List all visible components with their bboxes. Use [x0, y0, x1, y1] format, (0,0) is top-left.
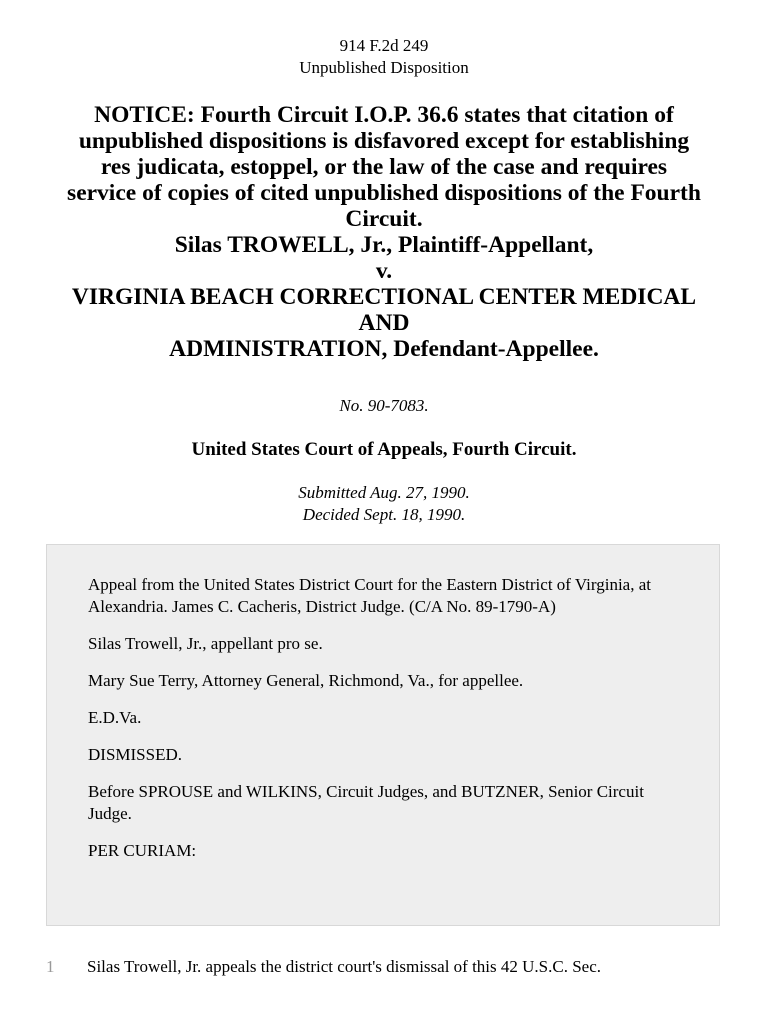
panel-judges: Before SPROUSE and WILKINS, Circuit Judges, and BUTZNER, Senior Circuit Judge. [88, 782, 644, 823]
notice-line: service of copies of cited unpublished dispositions of the Fourth [67, 180, 701, 206]
submitted-date: Submitted Aug. 27, 1990. [298, 483, 470, 502]
versus: v. [375, 258, 393, 284]
appeal-from: Appeal from the United States District Court for the Eastern District of Virginia, at Alexandria. James C. Cacheris, District Judge. (C/A No. 89-1790-A) [88, 575, 652, 616]
defendant-line: ADMINISTRATION, Defendant-Appellee. [169, 336, 599, 362]
docket-number: No. 90-7083. [339, 396, 429, 415]
reporter-citation: 914 F.2d 249 [339, 36, 429, 55]
notice-line: res judicata, estoppel, or the law of the case and requires [100, 154, 668, 180]
appellee-counsel: Mary Sue Terry, Attorney General, Richmond, Va., for appellee. [88, 671, 524, 690]
decided-date: Decided Sept. 18, 1990. [302, 505, 466, 524]
case-dates [0, 482, 768, 526]
citation-header [0, 35, 768, 79]
per-curiam: PER CURIAM: [88, 841, 197, 860]
district-label: E.D.Va. [88, 708, 142, 727]
syllabus-content [88, 574, 688, 877]
disposition-label: Unpublished Disposition [299, 58, 469, 77]
appellant-counsel: Silas Trowell, Jr., appellant pro se. [88, 634, 323, 653]
paragraph-number: 1 [46, 957, 55, 976]
syllabus-box [46, 544, 720, 926]
plaintiff-name: Silas TROWELL, Jr., Plaintiff-Appellant, [174, 232, 594, 258]
disposition-result: DISMISSED. [88, 745, 182, 764]
case-title [40, 102, 728, 362]
defendant-line: AND [358, 310, 410, 336]
paragraph-text: Silas Trowell, Jr. appeals the district court's dismissal of this 42 U.S.C. Sec. [87, 957, 602, 976]
notice-line: Circuit. [345, 206, 423, 232]
defendant-line: VIRGINIA BEACH CORRECTIONAL CENTER MEDICAL [71, 284, 697, 310]
notice-line: NOTICE: Fourth Circuit I.O.P. 36.6 states that citation of [94, 102, 674, 128]
court-name: United States Court of Appeals, Fourth Circuit. [191, 439, 577, 460]
notice-line: unpublished dispositions is disfavored except for establishing [78, 128, 690, 154]
